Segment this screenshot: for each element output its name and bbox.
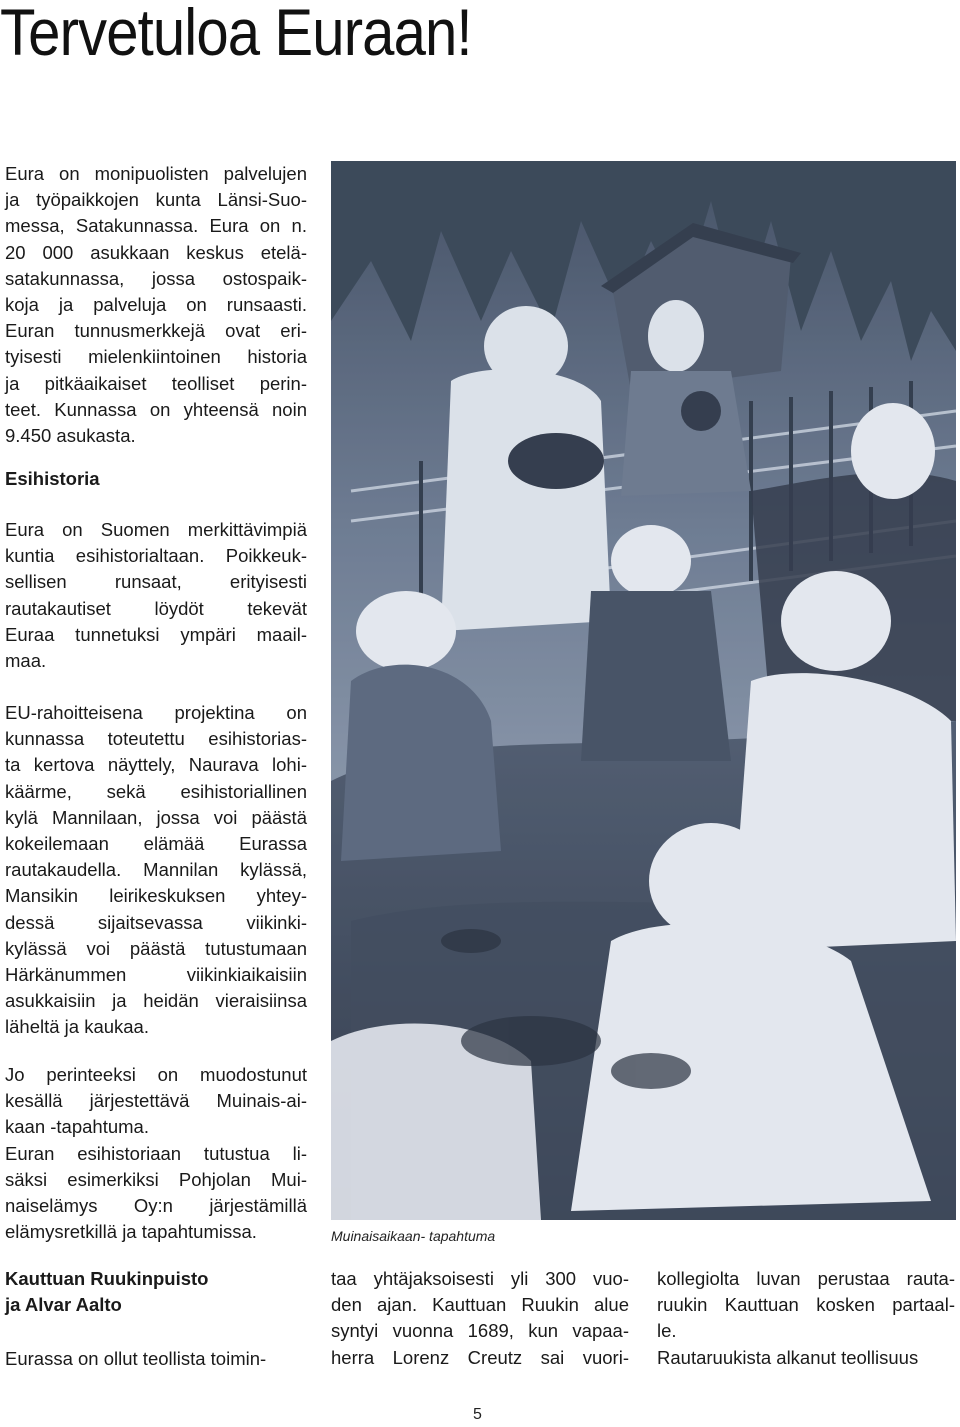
text-line: ja työpaikkojen kunta Länsi-Suo- <box>5 189 307 211</box>
text-line: koja ja palveluja on runsaasti. <box>5 294 307 316</box>
text-line: kesällä järjestettävä Muinais-ai- <box>5 1090 307 1112</box>
heading-text: Esihistoria <box>5 468 100 489</box>
event-photo <box>331 161 956 1220</box>
text-line: Eura on monipuolisten palvelujen <box>5 163 307 184</box>
text-line: elämysretkillä ja tapahtumissa. <box>5 1221 257 1243</box>
kauttua-column-3 <box>657 1266 955 1371</box>
text-line: dessä sijaitsevassa viikinki- <box>5 911 307 933</box>
text-line: maa. <box>5 650 47 672</box>
text-line: ta kertova näyttely, Naurava lohi- <box>5 754 307 776</box>
page-title: Tervetuloa Euraan! <box>0 0 472 69</box>
photo-caption: Muinaisaikaan- tapahtuma <box>331 1228 496 1244</box>
text-line: kylässä voi päästä tutustumaan <box>5 937 307 959</box>
text-line: rautakaudella. Mannilan kylässä, <box>5 859 307 881</box>
text-line: messa, Satakunnassa. Eura on n. <box>5 215 307 237</box>
text-line: käärme, sekä esihistoriallinen <box>5 780 307 802</box>
text-line: Eurassa on ollut teollista toimin- <box>5 1348 267 1369</box>
text-line: kylä Mannilaan, jossa voi päästä <box>5 806 307 828</box>
text-line: Euran tunnusmerkkejä ovat eri- <box>5 320 307 342</box>
text-line: kokeilemaan elämää Eurassa <box>5 833 307 855</box>
heading-text: ja Alvar Aalto <box>5 1294 122 1316</box>
text-line: naiselämys Oy:n järjestämillä <box>5 1195 307 1217</box>
intro-paragraph <box>5 161 307 449</box>
text-line: syntyi vuonna 1689, kun vapaa- <box>331 1320 629 1342</box>
kauttua-column-1 <box>5 1346 307 1372</box>
text-line: Euran esihistoriaan tutustua li- <box>5 1142 307 1164</box>
text-line: teet. Kunnassa on yhteensä noin <box>5 398 307 420</box>
text-line: säksi esimerkiksi Pohjolan Mui- <box>5 1168 307 1190</box>
text-line: läheltä ja kaukaa. <box>5 1016 149 1038</box>
text-line: le. <box>657 1320 677 1342</box>
text-line: Eura on Suomen merkittävimpiä <box>5 519 307 540</box>
esihistoria-paragraph-2 <box>5 700 307 1041</box>
photo-illustration <box>331 161 956 1220</box>
text-line: Euraa tunnetuksi ympäri maail- <box>5 623 307 645</box>
section-heading-kauttua <box>5 1266 307 1318</box>
text-line: 9.450 asukasta. <box>5 425 136 447</box>
section-heading-esihistoria <box>5 466 307 492</box>
text-line: sellisen runsaat, erityisesti <box>5 571 307 593</box>
esihistoria-paragraph-3 <box>5 1062 307 1245</box>
text-line: kuntia esihistorialtaan. Poikkeuk- <box>5 545 307 567</box>
kauttua-column-2 <box>331 1266 629 1371</box>
text-line: Jo perinteeksi on muodostunut <box>5 1064 307 1085</box>
text-line: Härkänummen viikinkiaikaisiin <box>5 964 307 986</box>
text-line: satakunnassa, jossa ostospaik- <box>5 267 307 289</box>
text-line: kunnassa toteutettu esihistorias- <box>5 728 307 750</box>
text-line: asukkaisiin ja heidän vieraisiinsa <box>5 990 307 1012</box>
esihistoria-paragraph-1 <box>5 517 307 674</box>
text-line: kaan -tapahtuma. <box>5 1116 149 1138</box>
text-line: taa yhtäjaksoisesti yli 300 vuo- <box>331 1268 629 1289</box>
text-line: ja pitkäaikaiset teolliset perin- <box>5 372 307 394</box>
text-line: den ajan. Kauttuan Ruukin alue <box>331 1294 629 1316</box>
text-line: 20 000 asukkaan keskus etelä- <box>5 241 307 263</box>
text-line: ruukin Kauttuan kosken partaal- <box>657 1294 955 1316</box>
text-line: EU-rahoitteisena projektina on <box>5 702 307 723</box>
page-number: 5 <box>473 1406 482 1423</box>
text-line: herra Lorenz Creutz sai vuori- <box>331 1346 629 1368</box>
heading-text: Kauttuan Ruukinpuisto <box>5 1268 209 1289</box>
text-line: tyisesti mielenkiintoinen historia <box>5 346 307 368</box>
text-line: rautakautiset löydöt tekevät <box>5 597 307 619</box>
text-line: Rautaruukista alkanut teollisuus <box>657 1346 919 1368</box>
text-line: kollegiolta luvan perustaa rauta- <box>657 1268 955 1289</box>
text-line: Mansikin leirikeskuksen yhtey- <box>5 885 307 907</box>
